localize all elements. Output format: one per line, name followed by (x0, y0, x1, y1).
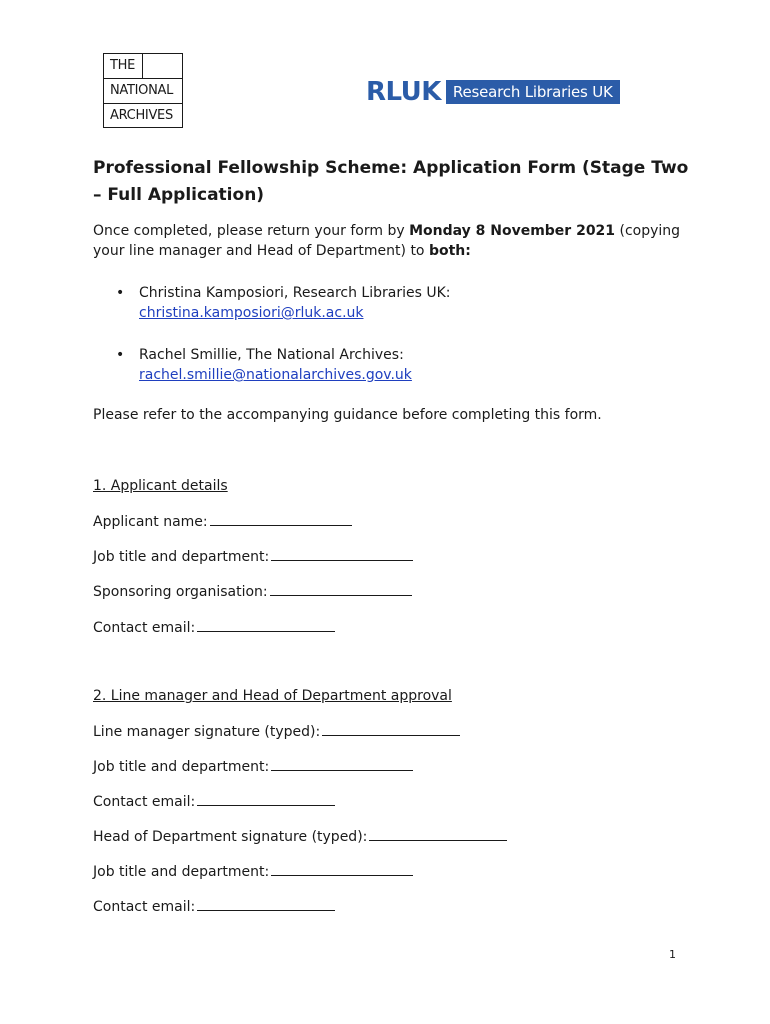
blank-line[interactable] (197, 791, 335, 806)
contact-item (93, 283, 693, 323)
tna-logo-line3: ARCHIVES (110, 108, 173, 123)
intro-paragraph (93, 221, 713, 261)
rluk-logo (366, 79, 620, 105)
blank-line[interactable] (271, 546, 413, 561)
blank-line[interactable] (270, 581, 412, 596)
blank-line[interactable] (210, 511, 352, 526)
field-label: Job title and department: (93, 549, 270, 565)
field-line-manager-email[interactable] (93, 791, 335, 812)
field-label: Sponsoring organisation: (93, 584, 268, 600)
field-label: Job title and department: (93, 759, 270, 775)
contact-item (93, 345, 693, 385)
field-label: Job title and department: (93, 864, 270, 880)
field-line-manager-signature[interactable] (93, 721, 460, 742)
field-sponsoring-organisation[interactable] (93, 581, 412, 602)
rluk-logo-band: Research Libraries UK (446, 80, 620, 104)
national-archives-logo (103, 53, 183, 128)
field-head-job-title[interactable] (93, 861, 413, 882)
tna-logo-line2: NATIONAL (110, 83, 174, 98)
deadline: Monday 8 November 2021 (409, 223, 616, 239)
intro-text-2: (copying your line manager and Head of Department) to (93, 223, 681, 259)
blank-line[interactable] (271, 756, 413, 771)
field-line-manager-job-title[interactable] (93, 756, 413, 777)
section-heading-applicant: 1. Applicant details (93, 478, 228, 494)
blank-line[interactable] (197, 617, 335, 632)
intro-both: both: (428, 243, 471, 259)
blank-line[interactable] (369, 826, 507, 841)
contact-list (93, 283, 693, 407)
form-title: Professional Fellowship Scheme: Application Form (Stage Two – Full Application) (93, 158, 689, 205)
contact-email-link[interactable]: christina.kamposiori@rluk.ac.uk (139, 305, 364, 321)
contact-label: Christina Kamposiori, Research Libraries UK: (139, 285, 451, 301)
rluk-logo-mark: RLUK (366, 77, 441, 107)
section-heading-approval: 2. Line manager and Head of Department approval (93, 688, 452, 704)
field-head-email[interactable] (93, 896, 335, 917)
blank-line[interactable] (271, 861, 413, 876)
field-label: Applicant name: (93, 514, 208, 530)
blank-line[interactable] (197, 896, 335, 911)
bullet-icon: • (116, 285, 125, 301)
field-label: Contact email: (93, 620, 196, 636)
field-label: Line manager signature (typed): (93, 724, 321, 740)
field-applicant-name[interactable] (93, 511, 352, 532)
tna-logo-line1: THE (110, 58, 136, 73)
intro-text-1: Once completed, please return your form by (93, 223, 410, 239)
field-job-title[interactable] (93, 546, 413, 567)
field-label: Head of Department signature (typed): (93, 829, 368, 845)
field-label: Contact email: (93, 794, 196, 810)
field-label: Contact email: (93, 899, 196, 915)
blank-line[interactable] (322, 721, 460, 736)
field-contact-email[interactable] (93, 617, 335, 638)
contact-email-link[interactable]: rachel.smillie@nationalarchives.gov.uk (139, 367, 412, 383)
page-number: 1 (669, 948, 676, 961)
contact-label: Rachel Smillie, The National Archives: (139, 347, 404, 363)
bullet-icon: • (116, 347, 125, 363)
field-head-signature[interactable] (93, 826, 507, 847)
guidance-text: Please refer to the accompanying guidance before completing this form. (93, 407, 602, 423)
